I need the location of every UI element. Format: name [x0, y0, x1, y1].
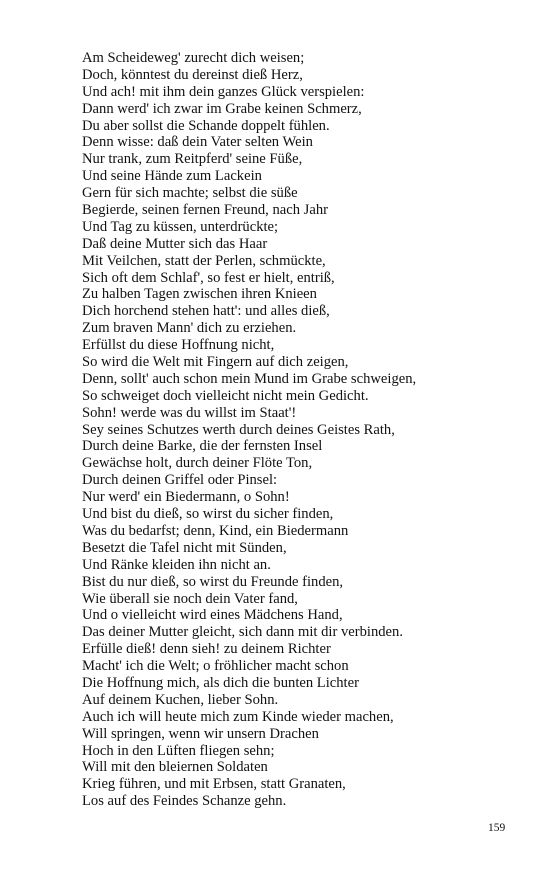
- poem-line: Und o vielleicht wird eines Mädchens Hand,: [82, 607, 343, 624]
- poem-line: Und Tag zu küssen, unterdrückte;: [82, 218, 279, 235]
- poem-line: Doch, könntest du dereinst dieß Herz,: [82, 66, 303, 83]
- poem-line: Hoch in den Lüften fliegen sehn;: [82, 742, 275, 759]
- poem-line: Durch deinen Griffel oder Pinsel:: [82, 472, 278, 489]
- poem-line: Bist du nur dieß, so wirst du Freunde finden,: [82, 573, 344, 590]
- poem-line: Und seine Hände zum Lackein: [82, 168, 262, 185]
- poem-line: So wird die Welt mit Fingern auf dich zeigen,: [82, 354, 349, 371]
- poem-line: Zum braven Mann' dich zu erziehen.: [82, 320, 297, 337]
- poem-line: Dann werd' ich zwar im Grabe keinen Schmerz,: [82, 100, 362, 117]
- poem-line: Sohn! werde was du willst im Staat'!: [82, 404, 297, 421]
- page-number: 159: [488, 822, 506, 834]
- poem-text: [82, 50, 416, 810]
- poem-line: Das deiner Mutter gleicht, sich dann mit dir verbinden.: [82, 624, 403, 641]
- poem-line: Daß deine Mutter sich das Haar: [82, 235, 268, 252]
- poem-line: Mit Veilchen, statt der Perlen, schmückte,: [82, 252, 326, 269]
- poem-line: Los auf des Feindes Schanze gehn.: [82, 793, 287, 810]
- poem-line: Sey seines Schutzes werth durch deines Geistes Rath,: [82, 421, 395, 438]
- poem-line: Erfüllst du diese Hoffnung nicht,: [82, 337, 275, 354]
- poem-line: Erfülle dieß! denn sieh! zu deinem Richter: [82, 641, 331, 658]
- poem-line: Will springen, wenn wir unsern Drachen: [82, 725, 319, 742]
- poem-line: Auch ich will heute mich zum Kinde wieder machen,: [82, 708, 394, 725]
- poem-line: Am Scheideweg' zurecht dich weisen;: [82, 50, 305, 66]
- poem-line: Denn, sollt' auch schon mein Mund im Grabe schweigen,: [82, 370, 417, 387]
- poem-line: Die Hoffnung mich, als dich die bunten Lichter: [82, 674, 359, 691]
- poem-line: Nur trank, zum Reitpferd' seine Füße,: [82, 151, 303, 168]
- poem-line: Nur werd' ein Biedermann, o Sohn!: [82, 489, 290, 506]
- poem-line: Krieg führen, und mit Erbsen, statt Granaten,: [82, 776, 346, 793]
- poem-line: Will mit den bleiernen Soldaten: [82, 759, 268, 776]
- poem-line: Durch deine Barke, die der fernsten Insel: [82, 438, 323, 455]
- poem-line: Und Ränke kleiden ihn nicht an.: [82, 556, 271, 573]
- poem-line: Macht' ich die Welt; o fröhlicher macht schon: [82, 658, 349, 675]
- poem-line: Was du bedarfst; denn, Kind, ein Biedermann: [82, 522, 349, 539]
- poem-line: Zu halben Tagen zwischen ihren Knieen: [82, 286, 317, 303]
- poem-line: Wie überall sie noch dein Vater fand,: [82, 590, 298, 607]
- poem-line: Auf deinem Kuchen, lieber Sohn.: [82, 691, 279, 708]
- poem-line: Gewächse holt, durch deiner Flöte Ton,: [82, 455, 313, 472]
- poem-line: Und bist du dieß, so wirst du sicher finden,: [82, 506, 334, 523]
- poem-line: Dich horchend stehen hatt': und alles dieß,: [82, 303, 330, 320]
- poem-line: Sich oft dem Schlaf', so fest er hielt, entriß,: [82, 269, 335, 286]
- poem-line: So schweiget doch vielleicht nicht mein Gedicht.: [82, 387, 369, 404]
- poem-line: Begierde, seinen fernen Freund, nach Jahr: [82, 202, 328, 219]
- poem-line: Und ach! mit ihm dein ganzes Glück verspielen:: [82, 83, 365, 100]
- poem-line: Besetzt die Tafel nicht mit Sünden,: [82, 539, 287, 556]
- poem-line: Denn wisse: daß dein Vater selten Wein: [82, 134, 313, 151]
- poem-line: Du aber sollst die Schande doppelt fühlen.: [82, 117, 330, 134]
- poem-line: Gern für sich machte; selbst die süße: [82, 185, 298, 202]
